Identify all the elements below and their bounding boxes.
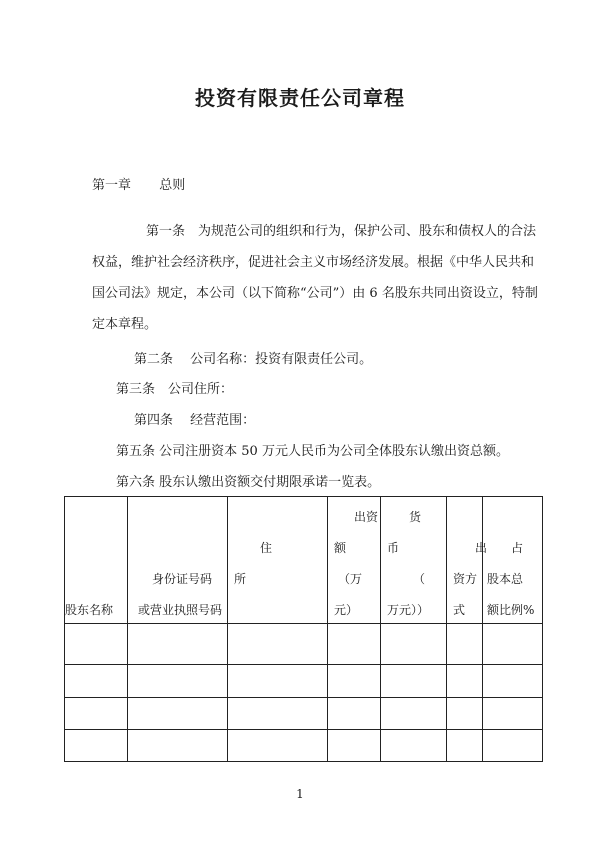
article1-line3: 国公司法》规定，本公司（以下简称“公司”）由 6 名股东共同出资设立，特制: [92, 286, 538, 301]
header-address: 住 所: [228, 497, 328, 624]
table-cell[interactable]: [228, 665, 328, 698]
article1-line1: 第一条 为规范公司的组织和行为，保护公司、股东和债权人的合法: [146, 224, 537, 239]
header-id-number: 身份证号码 或营业执照号码: [128, 497, 228, 624]
table-header-row: [65, 497, 543, 624]
table-cell[interactable]: [65, 698, 128, 730]
table-cell[interactable]: [65, 624, 128, 665]
table-cell[interactable]: [65, 730, 128, 762]
article2: 第二条 公司名称：投资有限责任公司。: [134, 352, 373, 367]
table-cell[interactable]: [483, 698, 543, 730]
table-cell[interactable]: [483, 624, 543, 665]
table-cell[interactable]: [447, 730, 483, 762]
table-cell[interactable]: [65, 665, 128, 698]
table-row: [65, 698, 543, 730]
table-cell[interactable]: [328, 698, 381, 730]
table-cell[interactable]: [381, 698, 447, 730]
table-row: [65, 624, 543, 665]
document-title: 投资有限责任公司章程: [195, 86, 405, 110]
table-cell[interactable]: [128, 698, 228, 730]
header-contribution-method: 出 资方 式: [447, 497, 483, 624]
table-cell[interactable]: [381, 624, 447, 665]
table-cell[interactable]: [128, 624, 228, 665]
table-cell[interactable]: [328, 665, 381, 698]
header-share-ratio: 占 股本总 额比例%: [483, 497, 543, 624]
table-cell[interactable]: [228, 698, 328, 730]
table-cell[interactable]: [328, 624, 381, 665]
shareholder-commitment-table: [64, 496, 543, 762]
table-cell[interactable]: [483, 730, 543, 762]
article4: 第四条 经营范围：: [134, 413, 256, 428]
chapter-name: 总则: [159, 178, 186, 193]
chapter-heading: [92, 174, 185, 193]
table-cell[interactable]: [128, 665, 228, 698]
table-cell[interactable]: [483, 665, 543, 698]
table-row: [65, 665, 543, 698]
header-shareholder-name: 股东名称: [65, 497, 128, 624]
table-cell[interactable]: [447, 698, 483, 730]
chapter-number: 第一章: [92, 178, 132, 193]
article1-line4: 定本章程。: [92, 317, 158, 332]
header-contribution-amount: 出资 额 （万 元）: [328, 497, 381, 624]
page-number: 1: [296, 787, 304, 801]
table-cell[interactable]: [228, 730, 328, 762]
article6: 第六条 股东认缴出资额交付期限承诺一览表。: [116, 475, 381, 490]
table-cell[interactable]: [328, 730, 381, 762]
table-cell[interactable]: [228, 624, 328, 665]
article5: 第五条 公司注册资本 50 万元人民币为公司全体股东认缴出资总额。: [116, 444, 509, 459]
table-cell[interactable]: [381, 730, 447, 762]
header-currency: 货 币 （ 万元））: [381, 497, 447, 624]
table-cell[interactable]: [447, 665, 483, 698]
table-cell[interactable]: [128, 730, 228, 762]
table-row: [65, 730, 543, 762]
article1-line2: 权益，维护社会经济秩序，促进社会主义市场经济发展。根据《中华人民共和: [92, 255, 535, 270]
table-cell[interactable]: [381, 665, 447, 698]
article3: 第三条 公司住所：: [116, 382, 234, 397]
table-cell[interactable]: [447, 624, 483, 665]
